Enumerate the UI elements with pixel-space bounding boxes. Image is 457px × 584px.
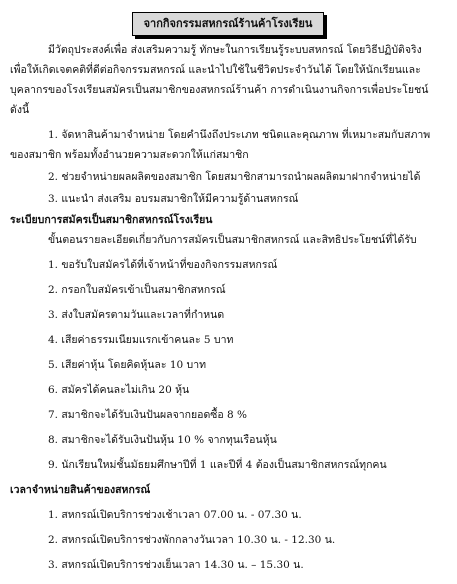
membership-step: 3. ส่งใบสมัครตามวันและเวลาที่กำหนด (48, 309, 225, 321)
intro-line-3: บุคลากรของโรงเรียนสมัครเป็นสมาชิกของสหกรณ์ร้านค้า การดำเนินงานกิจการเพื่อประโยชน์ (10, 84, 429, 96)
page-title: จากกิจกรรมสหกรณ์ร้านค้าโรงเรียน (132, 12, 324, 36)
hours-item: 2. สหกรณ์เปิดบริการช่วงพักกลางวันเวลา 10.30 น. - 12.30 น. (48, 534, 336, 546)
membership-step: 1. ขอรับใบสมัครได้ที่เจ้าหน้าที่ของกิจกรรมสหกรณ์ (48, 259, 278, 271)
membership-heading: ระเบียบการสมัครเป็นสมาชิกสหกรณ์โรงเรียน (10, 214, 213, 226)
membership-step: 2. กรอกใบสมัครเข้าเป็นสมาชิกสหกรณ์ (48, 284, 226, 296)
membership-step: 9. นักเรียนใหม่ชั้นมัธยมศึกษาปีที่ 1 และปีที่ 4 ต้องเป็นสมาชิกสหกรณ์ทุกคน (48, 459, 387, 471)
objective-1-line-1: 1. จัดหาสินค้ามาจำหน่าย โดยคำนึงถึงประเภท ชนิดและคุณภาพ ที่เหมาะสมกับสภาพ (48, 129, 431, 141)
membership-step: 5. เสียค่าหุ้น โดยคิดหุ้นละ 10 บาท (48, 359, 207, 371)
membership-step: 7. สมาชิกจะได้รับเงินปันผลจากยอดซื้อ 8 % (48, 409, 248, 421)
intro-line-4: ดังนี้ (10, 104, 30, 116)
membership-step: 4. เสียค่าธรรมเนียมแรกเข้าคนละ 5 บาท (48, 334, 234, 346)
objective-1-line-2: ของสมาชิก พร้อมทั้งอำนวยความสะดวกให้แก่สมาชิก (10, 149, 249, 161)
hours-heading: เวลาจำหน่ายสินค้าของสหกรณ์ (10, 484, 151, 496)
hours-item: 1. สหกรณ์เปิดบริการช่วงเช้าเวลา 07.00 น. - 07.30 น. (48, 509, 302, 521)
intro-line-2: เพื่อให้เกิดเจตคติที่ดีต่อกิจกรรมสหกรณ์ และนำไปใช้ในชีวิตประจำวันได้ โดยให้นักเรียนและ (10, 64, 421, 76)
membership-step: 6. สมัครได้คนละไม่เกิน 20 หุ้น (48, 384, 190, 396)
membership-intro: ขั้นตอนรายละเอียดเกี่ยวกับการสมัครเป็นสมาชิกสหกรณ์ และสิทธิประโยชน์ที่ได้รับ (48, 234, 417, 246)
intro-line-1: มีวัตถุประสงค์เพื่อ ส่งเสริมความรู้ ทักษะในการเรียนรู้ระบบสหกรณ์ โดยวิธีปฏิบัติจริง (48, 44, 422, 56)
objective-3: 3. แนะนำ ส่งเสริม อบรมสมาชิกให้มีความรู้ด้านสหกรณ์ (48, 193, 299, 205)
objective-2: 2. ช่วยจำหน่ายผลผลิตของสมาชิก โดยสมาชิกสามารถนำผลผลิตมาฝากจำหน่ายได้ (48, 171, 421, 183)
membership-step: 8. สมาชิกจะได้รับเงินปันหุ้น 10 % จากทุนเรือนหุ้น (48, 434, 277, 446)
hours-item: 3. สหกรณ์เปิดบริการช่วงเย็นเวลา 14.30 น. – 15.30 น. (48, 559, 304, 571)
